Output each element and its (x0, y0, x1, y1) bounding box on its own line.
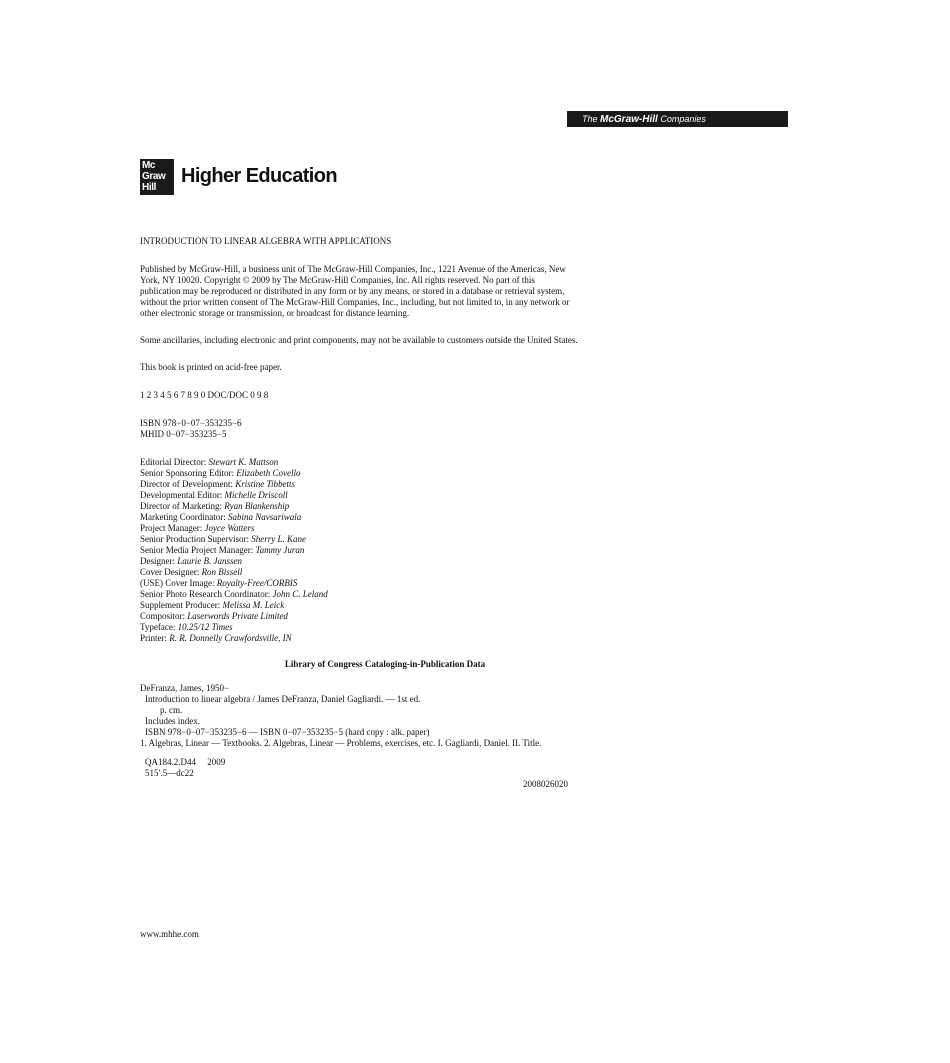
credit-name: Kristine Tibbetts (235, 479, 295, 489)
credits-list (140, 457, 328, 644)
credit-name: Melissa M. Leick (222, 600, 285, 610)
mcgraw-hill-logo (140, 159, 174, 195)
publisher-paragraph (140, 264, 620, 319)
credit-name: Sabina Navsariwala (227, 512, 302, 522)
cip-author: DeFranza, James, 1950− (140, 683, 230, 693)
credit-role: Cover Designer: (140, 567, 202, 577)
ancillaries-note: Some ancillaries, including electronic and print components, may not be available to customers outside the United States. (140, 335, 578, 345)
credit-name: Royalty-Free/CORBIS (216, 578, 298, 588)
credit-row (140, 578, 328, 589)
credit-name: Michelle Driscoll (224, 490, 288, 500)
credit-name: Ron Bissell (201, 567, 243, 577)
credit-name: Tammy Juran (255, 545, 305, 555)
credit-role: Compositor: (140, 611, 188, 621)
logo-line-1: Mc (142, 160, 156, 171)
mhid: MHID 0−07−353235−5 (140, 429, 227, 439)
cip-subjects: 1. Algebras, Linear — Textbooks. 2. Algebras, Linear — Problems, exercises, etc. I. Gagliardi, Daniel. II. Title. (140, 738, 542, 748)
credit-role: Project Manager: (140, 523, 205, 533)
publisher-line: other electronic storage or transmission, or broadcast for distance learning. (140, 308, 410, 318)
credit-role: Developmental Editor: (140, 490, 225, 500)
credit-row (140, 633, 328, 644)
publisher-line: without the prior written consent of The McGraw-Hill Companies, Inc., including, but not limited to, in any network or (140, 297, 570, 307)
credit-name: Sherry L. Kane (251, 534, 306, 544)
credit-role: Editorial Director: (140, 457, 209, 467)
credit-role: Senior Photo Research Coordinator: (140, 589, 273, 599)
credit-role: Director of Marketing: (140, 501, 225, 511)
credit-role: Marketing Coordinator: (140, 512, 228, 522)
credit-role: Director of Development: (140, 479, 236, 489)
credit-row (140, 611, 328, 622)
credit-row (140, 534, 328, 545)
credit-row (140, 512, 328, 523)
credit-row (140, 490, 328, 501)
print-line: 1 2 3 4 5 6 7 8 9 0 DOC/DOC 0 9 8 (140, 390, 269, 400)
cip-title-line: Introduction to linear algebra / James DeFranza, Daniel Gagliardi. — 1st ed. (145, 694, 421, 704)
credit-role: Designer: (140, 556, 178, 566)
publisher-line: York, NY 10020. Copyright © 2009 by The McGraw-Hill Companies, Inc. All rights reserved. No part of this (140, 275, 535, 285)
cip-isbn-line: ISBN 978−0−07−353235−6 — ISBN 0−07−353235−5 (hard copy : alk. paper) (145, 727, 430, 737)
credit-row (140, 501, 328, 512)
website-url: www.mhhe.com (140, 929, 199, 939)
credit-name: Stewart K. Mattson (208, 457, 279, 467)
credit-row (140, 545, 328, 556)
credit-row (140, 479, 328, 490)
credit-name: Joyce Watters (204, 523, 255, 533)
publisher-line: Published by McGraw-Hill, a business unit of The McGraw-Hill Companies, Inc., 1221 Avenue of the Americas, New (140, 264, 566, 274)
cip-pages: p. cm. (160, 705, 183, 715)
credit-row (140, 600, 328, 611)
credit-row (140, 622, 328, 633)
credit-role: Supplement Producer: (140, 600, 223, 610)
banner-prefix: The (582, 114, 601, 124)
credit-role: Senior Production Supervisor: (140, 534, 252, 544)
credit-row (140, 556, 328, 567)
paper-note: This book is printed on acid-free paper. (140, 362, 282, 372)
cip-classification (145, 757, 225, 779)
credit-role: Printer: (140, 633, 170, 643)
credit-row (140, 567, 328, 578)
credit-name: Ryan Blankenship (224, 501, 290, 511)
credit-row (140, 523, 328, 534)
mcgraw-hill-companies-banner (567, 111, 788, 127)
credit-name: R. R. Donnelly Crawfordsville, IN (169, 633, 292, 643)
credit-name: John C. Leland (272, 589, 328, 599)
cip-heading: Library of Congress Cataloging-in-Publication Data (284, 659, 486, 669)
cip-record (140, 683, 541, 749)
book-title: INTRODUCTION TO LINEAR ALGEBRA WITH APPLICATIONS (140, 236, 392, 246)
cip-index: Includes index. (145, 716, 200, 726)
credit-role: Typeface: (140, 622, 178, 632)
credit-role: Senior Sponsoring Editor: (140, 468, 237, 478)
banner-suffix: Companies (657, 114, 706, 124)
isbn: ISBN 978−0−07−353235−6 (140, 418, 242, 428)
credit-role: Senior Media Project Manager: (140, 545, 256, 555)
cip-lccn: 2008026020 (523, 779, 568, 789)
credit-row (140, 468, 328, 479)
cip-call-number: QA184.2.D44 2009 (145, 757, 226, 767)
credit-name: 10.25/12 Times (177, 622, 233, 632)
logo-line-2: Graw (142, 171, 166, 182)
credit-role: (USE) Cover Image: (140, 578, 217, 588)
credit-name: Laurie B. Janssen (177, 556, 242, 566)
cip-dewey: 515′.5—dc22 (145, 768, 194, 778)
logo-title: Higher Education (181, 165, 337, 187)
credit-name: Elizabeth Covello (236, 468, 301, 478)
credit-row (140, 589, 328, 600)
publisher-line: publication may be reproduced or distributed in any form or by any means, or stored in a database or retrieval system, (140, 286, 565, 296)
banner-brand: McGraw-Hill (600, 114, 658, 125)
credit-name: Laserwords Private Limited (187, 611, 288, 621)
logo-line-3: Hill (142, 182, 156, 193)
credit-row (140, 457, 328, 468)
